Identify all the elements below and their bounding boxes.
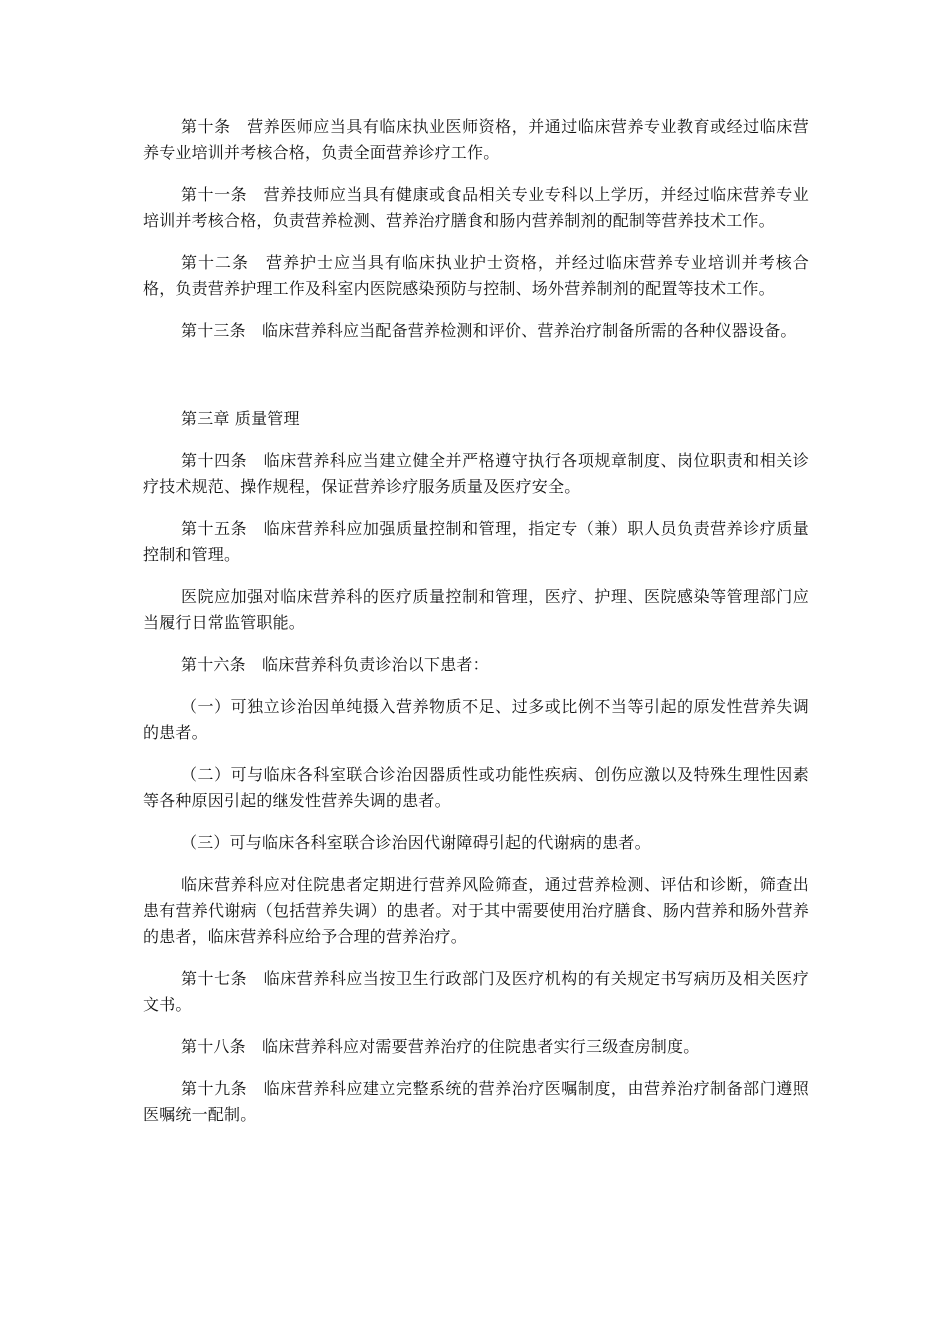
article-11: 第十一条 营养技师应当具有健康或食品相关专业专科以上学历，并经过临床营养专业培训并考核合格，负责营养检测、营养治疗膳食和肠内营养制剂的配制等营养技术工作。 — [143, 185, 809, 230]
article-13: 第十三条 临床营养科应当配备营养检测和评价、营养治疗制备所需的各种仪器设备。 — [181, 321, 797, 340]
document-body — [143, 114, 809, 1144]
list-item-2: （二）可与临床各科室联合诊治因器质性或功能性疾病、创伤应激以及特殊生理性因素等各种原因引起的继发性营养失调的患者。 — [143, 765, 809, 810]
article-18: 第十八条 临床营养科应对需要营养治疗的住院患者实行三级查房制度。 — [181, 1037, 700, 1056]
hospital-oversight-paragraph: 医院应加强对临床营养科的医疗质量控制和管理，医疗、护理、医院感染等管理部门应当履行日常监管职能。 — [143, 587, 809, 632]
list-item-1: （一）可独立诊治因单纯摄入营养物质不足、过多或比例不当等引起的原发性营养失调的患者。 — [143, 697, 809, 742]
article-14: 第十四条 临床营养科应当建立健全并严格遵守执行各项规章制度、岗位职责和相关诊疗技术规范、操作规程，保证营养诊疗服务质量及医疗安全。 — [143, 451, 809, 496]
article-19: 第十九条 临床营养科应建立完整系统的营养治疗医嘱制度，由营养治疗制备部门遵照医嘱统一配制。 — [143, 1079, 809, 1124]
screening-paragraph: 临床营养科应对住院患者定期进行营养风险筛查，通过营养检测、评估和诊断，筛查出患有营养代谢病（包括营养失调）的患者。对于其中需要使用治疗膳食、肠内营养和肠外营养的患者，临床营养科应给予合理的营养治疗。 — [143, 875, 809, 946]
list-item-3: （三）可与临床各科室联合诊治因代谢障碍引起的代谢病的患者。 — [181, 833, 651, 852]
article-10: 第十条 营养医师应当具有临床执业医师资格，并通过临床营养专业教育或经过临床营养专业培训并考核合格，负责全面营养诊疗工作。 — [143, 117, 809, 162]
chapter-heading: 第三章 质量管理 — [181, 409, 300, 428]
article-16: 第十六条 临床营养科负责诊治以下患者： — [181, 655, 489, 674]
article-17: 第十七条 临床营养科应当按卫生行政部门及医疗机构的有关规定书写病历及相关医疗文书。 — [143, 969, 809, 1014]
article-12: 第十二条 营养护士应当具有临床执业护士资格，并经过临床营养专业培训并考核合格，负责营养护理工作及科室内医院感染预防与控制、场外营养制剂的配置等技术工作。 — [143, 253, 809, 298]
article-15: 第十五条 临床营养科应加强质量控制和管理，指定专（兼）职人员负责营养诊疗质量控制和管理。 — [143, 519, 809, 564]
